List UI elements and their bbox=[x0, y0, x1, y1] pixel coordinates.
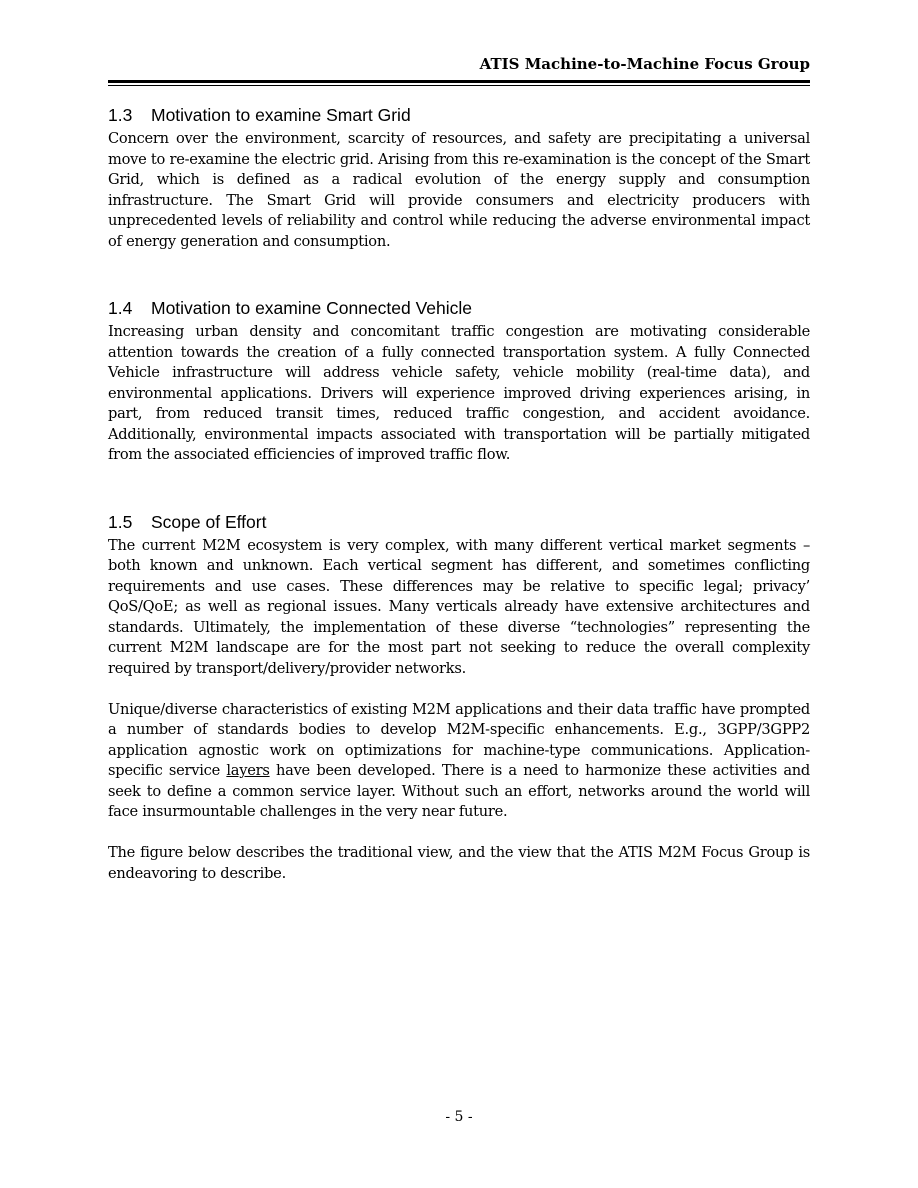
page-number: - 5 - bbox=[445, 1109, 473, 1125]
section-1-3 bbox=[108, 102, 810, 252]
section-heading bbox=[108, 509, 810, 535]
section-title: Motivation to examine Smart Grid bbox=[151, 105, 411, 125]
paragraph bbox=[108, 700, 810, 823]
section-number: 1.5 bbox=[108, 511, 133, 532]
paragraph: Increasing urban density and concomitant traffic congestion are motivating considerable attention towards the creation of a fully connected transportation system. A fully Connected Vehicle infrastructure will address vehicle safety, vehicle mobility (real-time data), and environmental applications. Drivers will experience improved driving experiences arising, in part, from reduced transit times, reduced traffic congestion, and accident avoidance. Additionally, environmental impacts associated with transportation will be partially mitigated from the associated efficiencies of improved traffic flow. bbox=[108, 323, 810, 463]
running-header: ATIS Machine-to-Machine Focus Group bbox=[479, 55, 810, 73]
section-1-5 bbox=[108, 509, 810, 885]
section-heading bbox=[108, 102, 810, 128]
section-1-4 bbox=[108, 295, 810, 466]
section-heading bbox=[108, 295, 810, 321]
section-number: 1.4 bbox=[108, 298, 133, 318]
section-title: Motivation to examine Connected Vehicle bbox=[151, 298, 473, 318]
body-content bbox=[108, 102, 810, 884]
underlined-term: layers bbox=[226, 762, 270, 779]
paragraph: The current M2M ecosystem is very complex, with many different vertical market segments – both known and unknown. Each vertical segment has different, and sometimes conflicting requirements and use cases. These differences may be relative to specific legal; privacy’ QoS/QoE; as well as regional issues. Many verticals already have extensive architectures and standards. Ultimately, the implementation of these diverse “technologies” representing the current M2M landscape are for the most part not seeking to reduce the overall complexity required by transport/delivery/provider networks. bbox=[108, 536, 810, 677]
section-title: Scope of Effort bbox=[151, 511, 267, 532]
paragraph-text: have been developed. There is a need to harmonize these activities and seek to define a common service layer. Without such an effort, networks around the world will face insurmountable challenges in the very near future. bbox=[108, 762, 811, 820]
paragraph: Concern over the environment, scarcity of resources, and safety are precipitating a universal move to re-examine the electric grid. Arising from this re-examination is the concept of the Smart Grid, which is defined as a radical evolution of the energy supply and consumption infrastructure. The Smart Grid will provide consumers and electricity producers with unprecedented levels of reliability and control while reducing the adverse environmental impact of energy generation and consumption. bbox=[108, 130, 810, 250]
section-number: 1.3 bbox=[108, 105, 133, 125]
paragraph-text: Unique/diverse characteristics of existing M2M applications and their data traffic have prompted a number of standards bodies to develop M2M-specific enhancements. E.g., 3GPP/3GPP2 application agnostic work on optimizations for machine-type communications. Application-specific service bbox=[108, 700, 810, 779]
header-rule bbox=[108, 80, 810, 83]
paragraph: The figure below describes the traditional view, and the view that the ATIS M2M Focus Group is endeavoring to describe. bbox=[108, 844, 810, 882]
header-rule-thin bbox=[108, 85, 810, 86]
